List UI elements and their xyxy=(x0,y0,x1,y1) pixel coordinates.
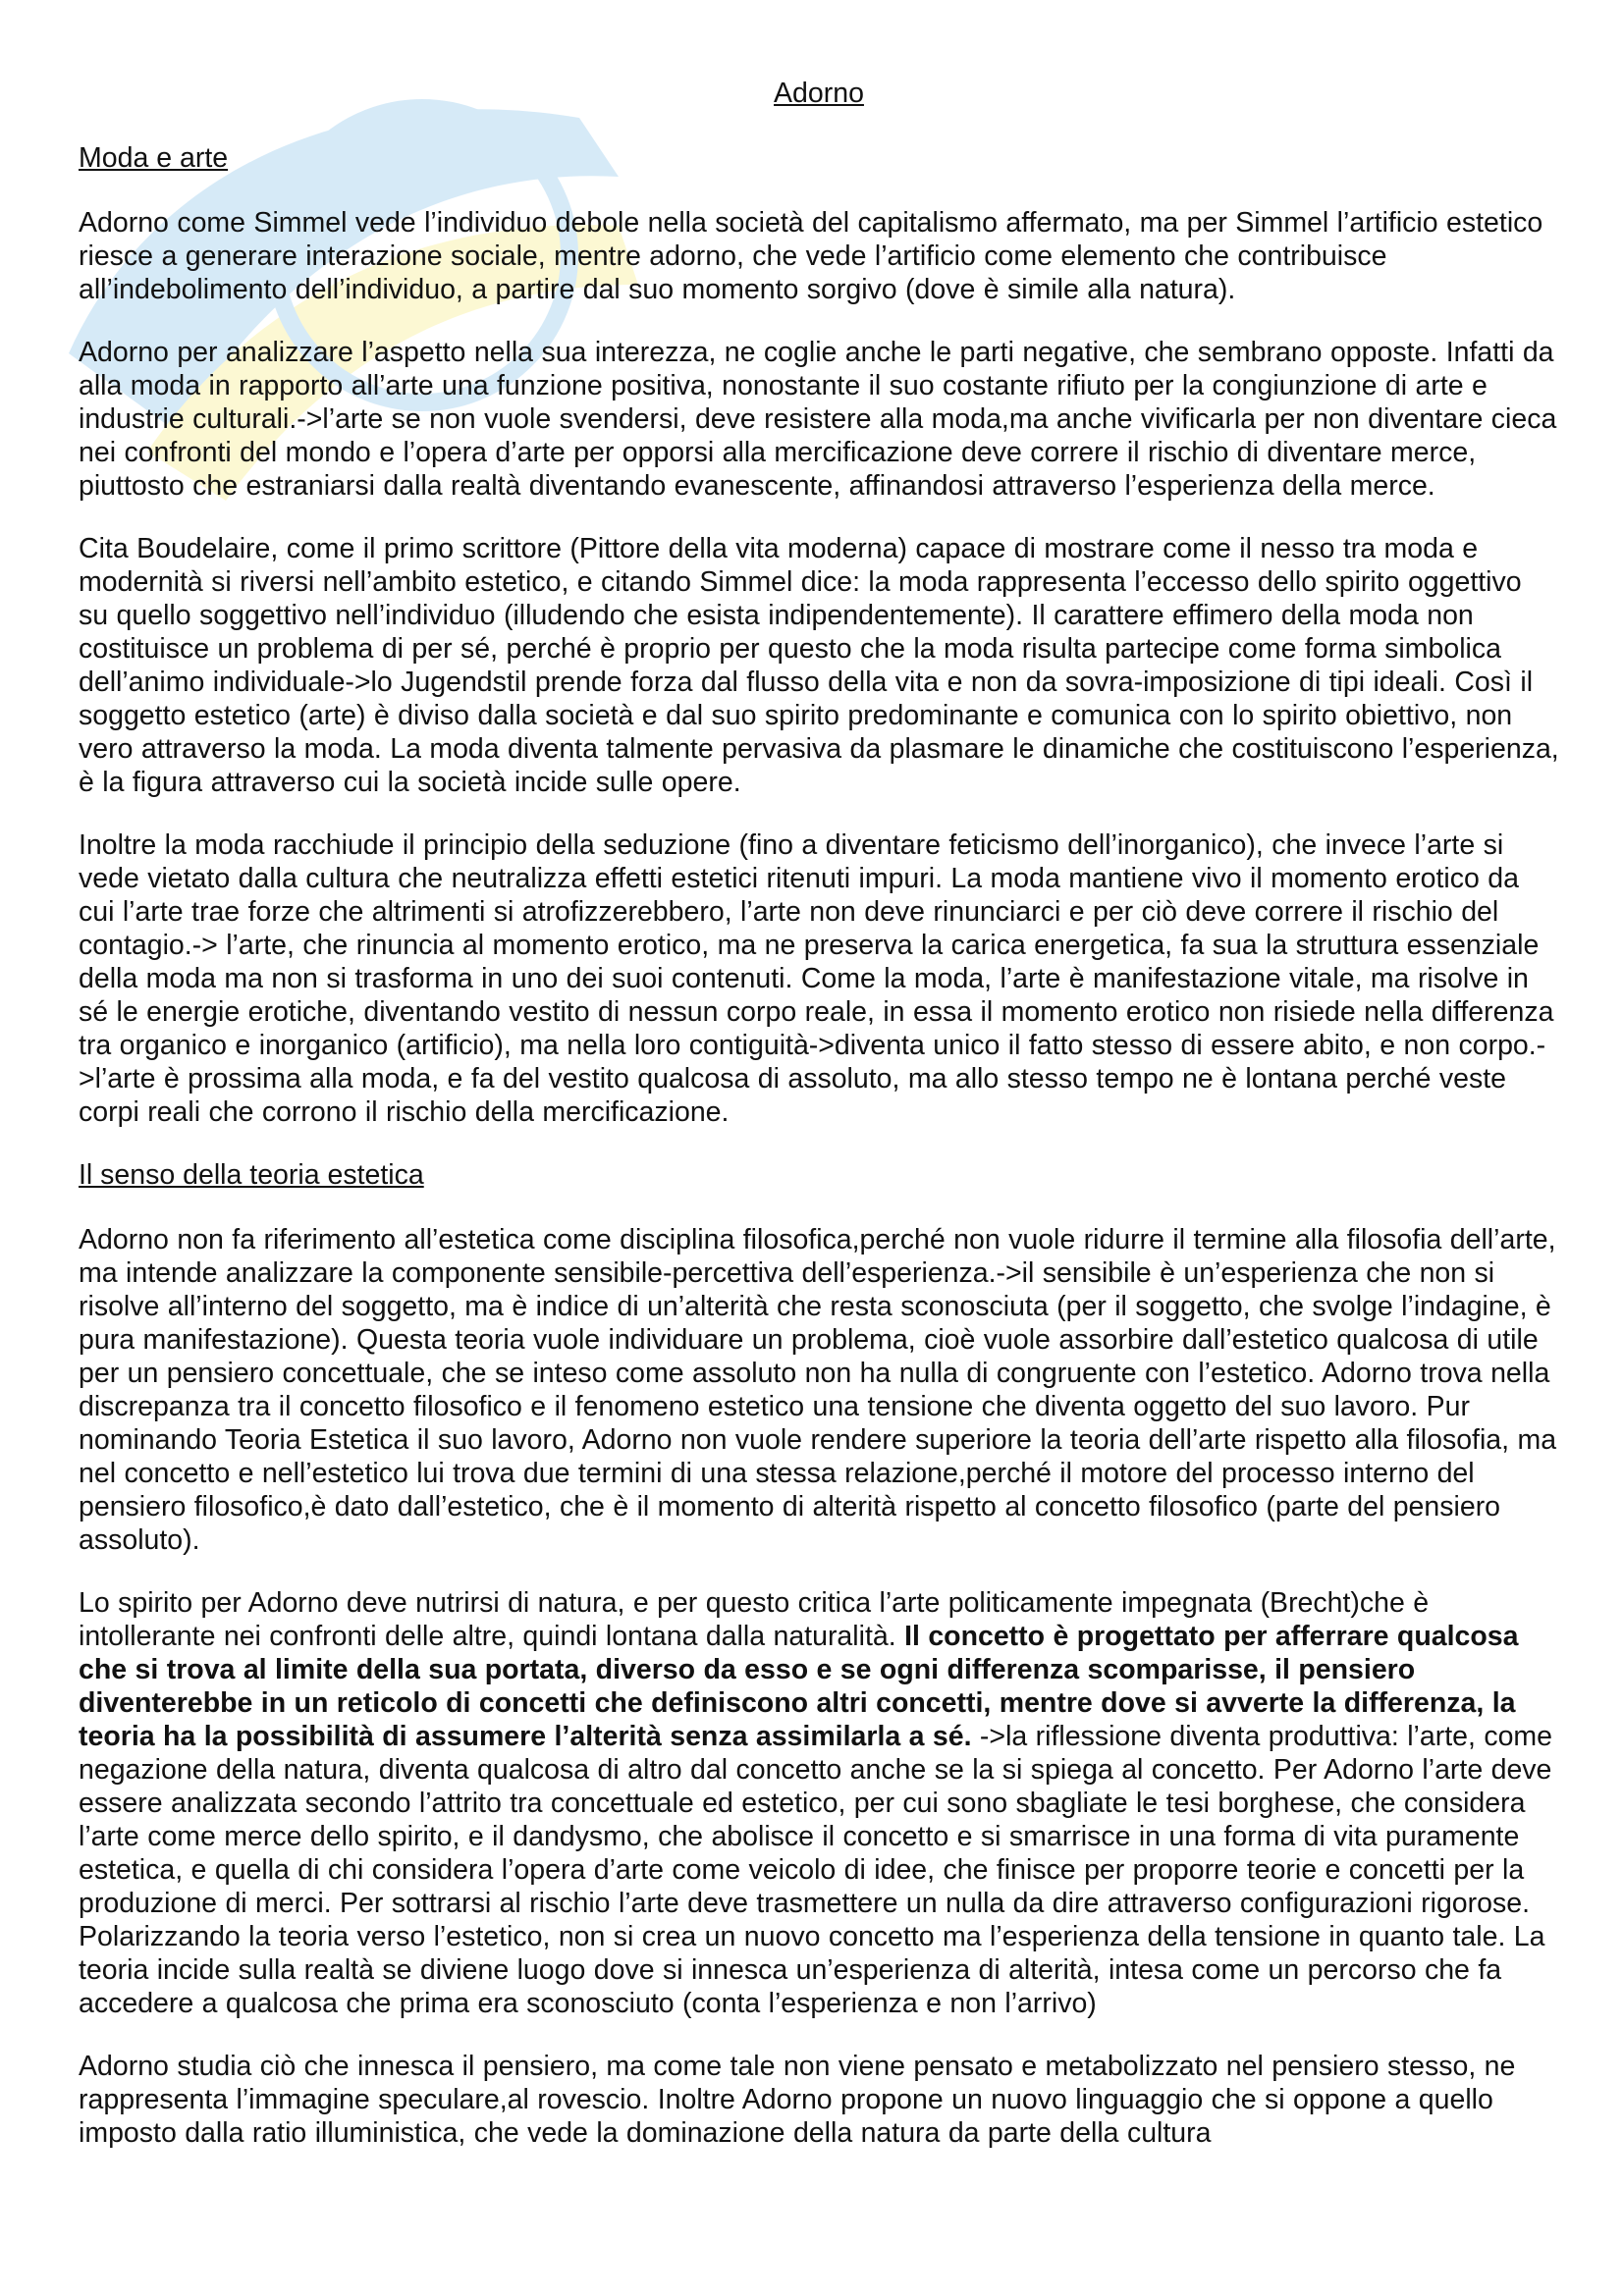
paragraph-text: ->la riflessione diventa produttiva: l’arte, come negazione della natura, diventa qualcosa di altro dal concetto anche se la si spiega al concetto. Per Adorno l’arte deve essere analizzata secondo l’attrito tra concettuale ed estetico, per cui sono sbagliate le tesi borghese, che considera l’arte come merce dello spirito, e il dandysmo, che abolisce il concetto e si smarrisce in una forma di vita puramente estetica, e quella di chi considera l’opera d’arte come veicolo di idee, che finisce per proporre teorie e concetti per la produzione di merci. Per sottrarsi al rischio l’arte deve trasmettere un nulla da dire attraverso configurazioni rigorose. Polarizzando la teoria verso l’estetico, non si crea un nuovo concetto ma l’esperienza della tensione in quanto tale. La teoria incide sulla realtà se diviene luogo dove si innesca un’esperienza di alterità, intesa come un percorso che fa accedere a qualcosa che prima era sconosciuto (conta l’esperienza e non l’arrivo) xyxy=(79,1721,1553,2019)
paragraph-text: Lo spirito per Adorno deve nutrirsi di natura, e per questo critica l’arte politicamente impegnata (Brecht)che è intollerante nei confronti delle altre, quindi lontana dalla naturalità. xyxy=(79,1587,1430,1652)
paragraph: Cita Boudelaire, come il primo scrittore (Pittore della vita moderna) capace di mostrare come il nesso tra moda e modernità si riversi nell’ambito estetico, e citando Simmel dice: la moda rappresenta l’eccesso dello spirito oggettivo su quello soggettivo nell’individuo (illudendo che esista indipendentemente). Il carattere effimero della moda non costituisce un problema di per sé, perché è proprio per questo che la moda risulta partecipe come forma simbolica dell’animo individuale->lo Jugendstil prende forza dal flusso della vita e non da sovra-imposizione di tipi ideali. Così il soggetto estetico (arte) è diviso dalla società e dal suo spirito predominante e comunica con lo spirito obiettivo, non vero attraverso la moda. La moda diventa talmente pervasiva da plasmare le dinamiche che costituiscono l’esperienza, è la figura attraverso cui la società incide sulle opere. xyxy=(79,533,1559,798)
document-page xyxy=(79,77,1559,2179)
paragraph: Adorno studia ciò che innesca il pensiero, ma come tale non viene pensato e metabolizzato nel pensiero stesso, ne rappresenta l’immagine speculare,al rovescio. Inoltre Adorno propone un nuovo linguaggio che si oppone a quello imposto dalla ratio illuministica, che vede la dominazione della natura da parte della cultura xyxy=(79,2051,1516,2149)
section-heading-moda-e-arte: Moda e arte xyxy=(79,142,229,174)
bold-text: Il concetto è progettato per afferrare qualcosa che si trova al limite della sua portata, diverso da esso e se ogni differenza scomparisse, il pensiero diventerebbe in un reticolo di concetti che definiscono altri concetti, mentre dove si avverte la differenza, la teoria ha la possibilità di assumere l’alterità senza assimilarla a sé. xyxy=(79,1621,1519,1752)
section-heading-teoria-estetica: Il senso della teoria estetica xyxy=(79,1159,424,1191)
paragraph: Adorno come Simmel vede l’individuo debole nella società del capitalismo affermato, ma per Simmel l’artificio estetico riesce a generare interazione sociale, mentre adorno, che vede l’artificio come elemento che contribuisce all’indebolimento dell’individuo, a partire dal suo momento sorgivo (dove è simile alla natura). xyxy=(79,207,1543,305)
paragraph: Inoltre la moda racchiude il principio della seduzione (fino a diventare feticismo dell’inorganico), che invece l’arte si vede vietato dalla cultura che neutralizza effetti estetici ritenuti impuri. La moda mantiene vivo il momento erotico da cui l’arte trae forze che altrimenti si atrofizzerebbero, l’arte non deve rinunciarci e per ciò deve correre il rischio del contagio.-> l’arte, che rinuncia al momento erotico, ma ne preserva la carica energetica, fa sua la struttura essenziale della moda ma non si trasforma in uno dei suoi contenuti. Come la moda, l’arte è manifestazione vitale, ma risolve in sé le energie erotiche, diventando vestito di nessun corpo reale, in essa il momento erotico non risiede nella differenza tra organico e inorganico (artificio), ma nella loro contiguità->diventa unico il fatto stesso di essere abito, e non corpo.->l’arte è prossima alla moda, e fa del vestito qualcosa di assoluto, ma allo stesso tempo ne è lontana perché veste corpi reali che corrono il rischio della mercificazione. xyxy=(79,829,1554,1128)
paragraph: Adorno per analizzare l’aspetto nella sua interezza, ne coglie anche le parti negative, che sembrano opposte. Infatti da alla moda in rapporto all’arte una funzione positiva, nonostante il suo costante rifiuto per la congiunzione di arte e industrie culturali.->l’arte se non vuole svendersi, deve resistere alla moda,ma anche vivificarla per non diventare cieca nei confronti del mondo e l’opera d’arte per opporsi alla mercificazione deve correre il rischio di diventare merce, piuttosto che estraniarsi dalla realtà diventando evanescente, affinandosi attraverso l’esperienza della merce. xyxy=(79,337,1557,502)
paragraph: Adorno non fa riferimento all’estetica come disciplina filosofica,perché non vuole ridurre il termine alla filosofia dell’arte, ma intende analizzare la componente sensibile-percettiva dell’esperienza.->il sensibile è un’esperienza che non si risolve all’interno del soggetto, ma è indice di un’alterità che resta sconosciuta (per il soggetto, che svolge l’indagine, è pura manifestazione). Questa teoria vuole individuare un problema, cioè vuole assorbire dall’estetico qualcosa di utile per un pensiero concettuale, che se inteso come assoluto non ha nulla di congruente con l’estetico. Adorno trova nella discrepanza tra il concetto filosofico e il fenomeno estetico una tensione che diventa oggetto del suo lavoro. Pur nominando Teoria Estetica il suo lavoro, Adorno non vuole rendere superiore la teoria dell’arte rispetto alla filosofia, ma nel concetto e nell’estetico lui trova due termini di una stessa relazione,perché il motore del processo interno del pensiero filosofico,è dato dall’estetico, che è il momento di alterità rispetto al concetto filosofico (parte del pensiero assoluto). xyxy=(79,1224,1557,1556)
paragraph-mixed xyxy=(79,1586,1559,2020)
document-title: Adorno xyxy=(774,78,864,109)
